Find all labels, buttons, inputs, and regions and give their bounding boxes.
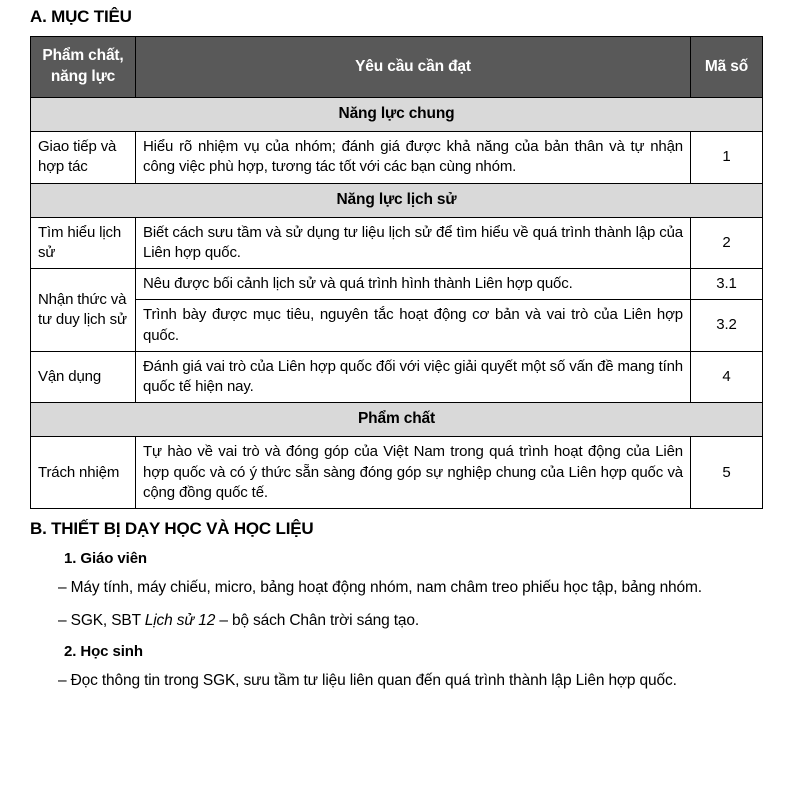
row-code: 1 (691, 132, 763, 184)
group-row-quality (31, 403, 763, 437)
row-requirement: Hiểu rõ nhiệm vụ của nhóm; đánh giá được khả năng của bản thân và tự nhận công việc phù hợp, tương tác tốt với các bạn cùng nhóm. (136, 132, 691, 184)
section-a-heading: A. MỤC TIÊU (30, 7, 132, 26)
book-item-prefix: – SGK, SBT (58, 611, 145, 629)
row-requirement: Nêu được bối cảnh lịch sử và quá trình hình thành Liên hợp quốc. (136, 269, 691, 300)
header-requirement: Yêu cầu cần đạt (136, 37, 691, 98)
book-title: Lịch sử 12 (144, 611, 216, 629)
table-header-row (31, 37, 763, 98)
group-label: Phẩm chất (31, 403, 763, 437)
row-code: 5 (691, 437, 763, 509)
row-code: 4 (691, 351, 763, 403)
row-name: Tìm hiểu lịch sử (31, 217, 136, 269)
row-requirement: Trình bày được mục tiêu, nguyên tắc hoạt động cơ bản và vai trò của Liên hợp quốc. (136, 300, 691, 352)
table-row (31, 300, 763, 352)
section-b-heading: B. THIẾT BỊ DẠY HỌC VÀ HỌC LIỆU (30, 519, 314, 538)
student-task-item: – Đọc thông tin trong SGK, sưu tầm tư liệu liên quan đến quá trình thành lập Liên hợp quốc. (58, 672, 677, 690)
group-row-general-competency (31, 98, 763, 132)
row-name: Trách nhiệm (31, 437, 136, 509)
row-name: Giao tiếp và hợp tác (31, 132, 136, 184)
row-name: Nhận thức và tư duy lịch sử (31, 269, 136, 352)
row-name: Vận dụng (31, 351, 136, 403)
group-row-history-competency (31, 183, 763, 217)
header-quality-line1: Phẩm chất, (42, 47, 124, 65)
table-row (31, 217, 763, 269)
teacher-equipment-item: – Máy tính, máy chiếu, micro, bảng hoạt động nhóm, nam châm treo phiếu học tập, bảng nhóm. (58, 579, 702, 597)
table-row (31, 132, 763, 184)
header-code: Mã số (691, 37, 763, 98)
teacher-book-item (30, 610, 763, 632)
subsection-student-heading: 2. Học sinh (64, 643, 143, 661)
header-quality-competency (31, 37, 136, 98)
group-label: Năng lực chung (31, 98, 763, 132)
subsection-teacher-heading: 1. Giáo viên (64, 550, 147, 568)
row-requirement: Biết cách sưu tầm và sử dụng tư liệu lịch sử để tìm hiểu về quá trình thành lập của Liên hợp quốc. (136, 217, 691, 269)
row-code: 2 (691, 217, 763, 269)
row-requirement: Đánh giá vai trò của Liên hợp quốc đối với việc giải quyết một số vấn đề mang tính quốc tế hiện nay. (136, 351, 691, 403)
objectives-table (30, 36, 763, 509)
row-code: 3.2 (691, 300, 763, 352)
book-item-suffix: – bộ sách Chân trời sáng tạo. (215, 611, 420, 629)
row-requirement: Tự hào về vai trò và đóng góp của Việt Nam trong quá trình hoạt động của Liên hợp quốc và có ý thức sẵn sàng đóng góp sự nghiệp chung của Liên hợp quốc và cộng đồng quốc tế. (136, 437, 691, 509)
row-code: 3.1 (691, 269, 763, 300)
group-label: Năng lực lịch sử (31, 183, 763, 217)
table-row (31, 437, 763, 509)
table-header (31, 37, 763, 98)
table-body (31, 98, 763, 509)
header-quality-line2: năng lực (50, 68, 116, 86)
table-row (31, 351, 763, 403)
table-row (31, 269, 763, 300)
document-page (0, 7, 785, 790)
